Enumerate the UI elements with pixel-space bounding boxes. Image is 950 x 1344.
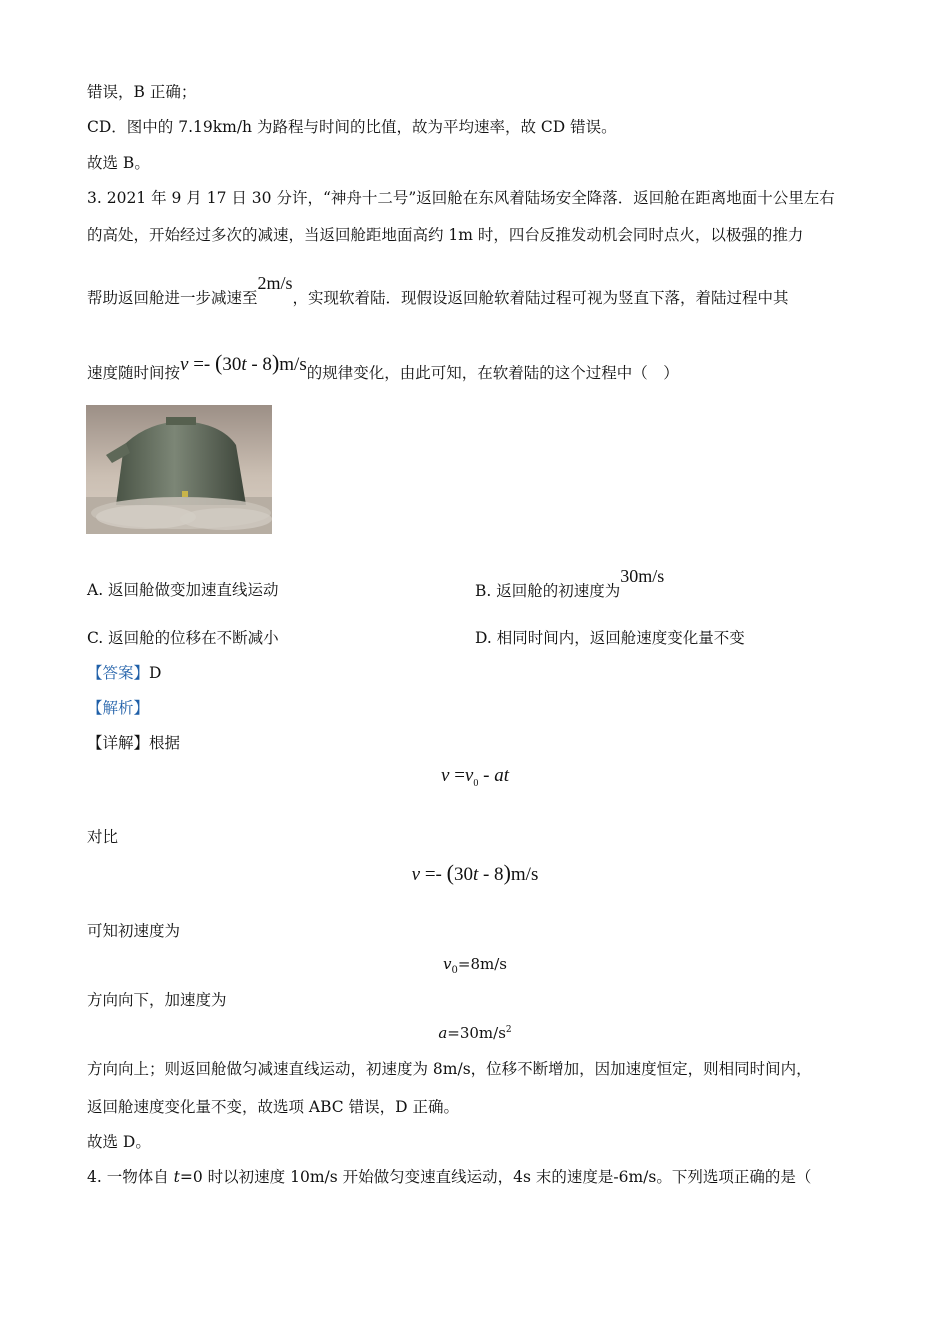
analysis-tag: 【解析】	[87, 699, 150, 717]
question-3-text: 帮助返回舱进一步减速至2m/s，实现软着陆．现假设返回舱软着陆过程可视为竖直下落，着陆过程中其	[87, 273, 789, 307]
answer-line	[87, 663, 161, 683]
text-line: CD．图中的 7.19km/h 为路程与时间的比值，故为平均速率，故 CD 错误。	[87, 118, 617, 136]
detail-line: 【详解】根据	[87, 734, 181, 752]
option-d[interactable]: D. 相同时间内，返回舱速度变化量不变	[475, 629, 745, 647]
answer-value: D	[149, 664, 162, 682]
formula-v-v0-at: $v =v_0$ - at	[441, 765, 509, 789]
option-a[interactable]: A. 返回舱做变加速直线运动	[87, 581, 279, 599]
conclusion-text: 方向向上；则返回舱做匀减速直线运动，初速度为 8m/s，位移不断增加，因加速度恒定，则相同时间内，	[87, 1060, 812, 1078]
question-3-text: 的高处，开始经过多次的减速，当返回舱距地面高约 1m 时，四台反推发动机会同时点火，以极强的推力	[87, 226, 804, 244]
option-b[interactable]: B. 返回舱的初速度为30m/s	[475, 566, 665, 600]
formula-a: $a=30m/s^2$	[438, 1024, 512, 1042]
text-line: 故选 B。	[87, 154, 150, 172]
initial-velocity-label: 可知初速度为	[87, 922, 181, 940]
compare-label: 对比	[87, 828, 119, 846]
question-4-text: 4. 一物体自 t=0 时以初速度 10m/s 开始做匀变速直线运动，4s 末的速度是-6m/s。下列选项正确的是（	[87, 1168, 812, 1186]
formula-30ms: 30m/s	[620, 566, 665, 586]
capsule-image	[86, 405, 272, 534]
final-answer: 故选 D。	[87, 1133, 151, 1151]
conclusion-text: 返回舱速度变化量不变，故选项 ABC 错误，D 正确。	[87, 1098, 459, 1116]
text-line: 错误，B 正确；	[87, 83, 197, 101]
answer-tag: 【答案】	[87, 664, 150, 682]
question-3-text: 速度随时间按v =- (30t - 8)m/s的规律变化，由此可知，在软着陆的这个过程中（ ）	[87, 350, 679, 382]
formula-velocity: v =- (30t - 8)m/s	[411, 860, 539, 885]
question-3-text: 3. 2021 年 9 月 17 日 30 分许，“神舟十二号”返回舱在东风着陆场安全降落．返回舱在距离地面十公里左右	[87, 189, 835, 207]
option-c[interactable]: C. 返回舱的位移在不断减小	[87, 629, 279, 647]
velocity-formula-inline: v =- (30t - 8)m/s	[180, 350, 307, 375]
direction-down: 方向向下，加速度为	[87, 991, 227, 1009]
formula-v0: $v_0=8m/s$	[443, 955, 507, 976]
formula-2ms: 2m/s	[257, 273, 293, 293]
